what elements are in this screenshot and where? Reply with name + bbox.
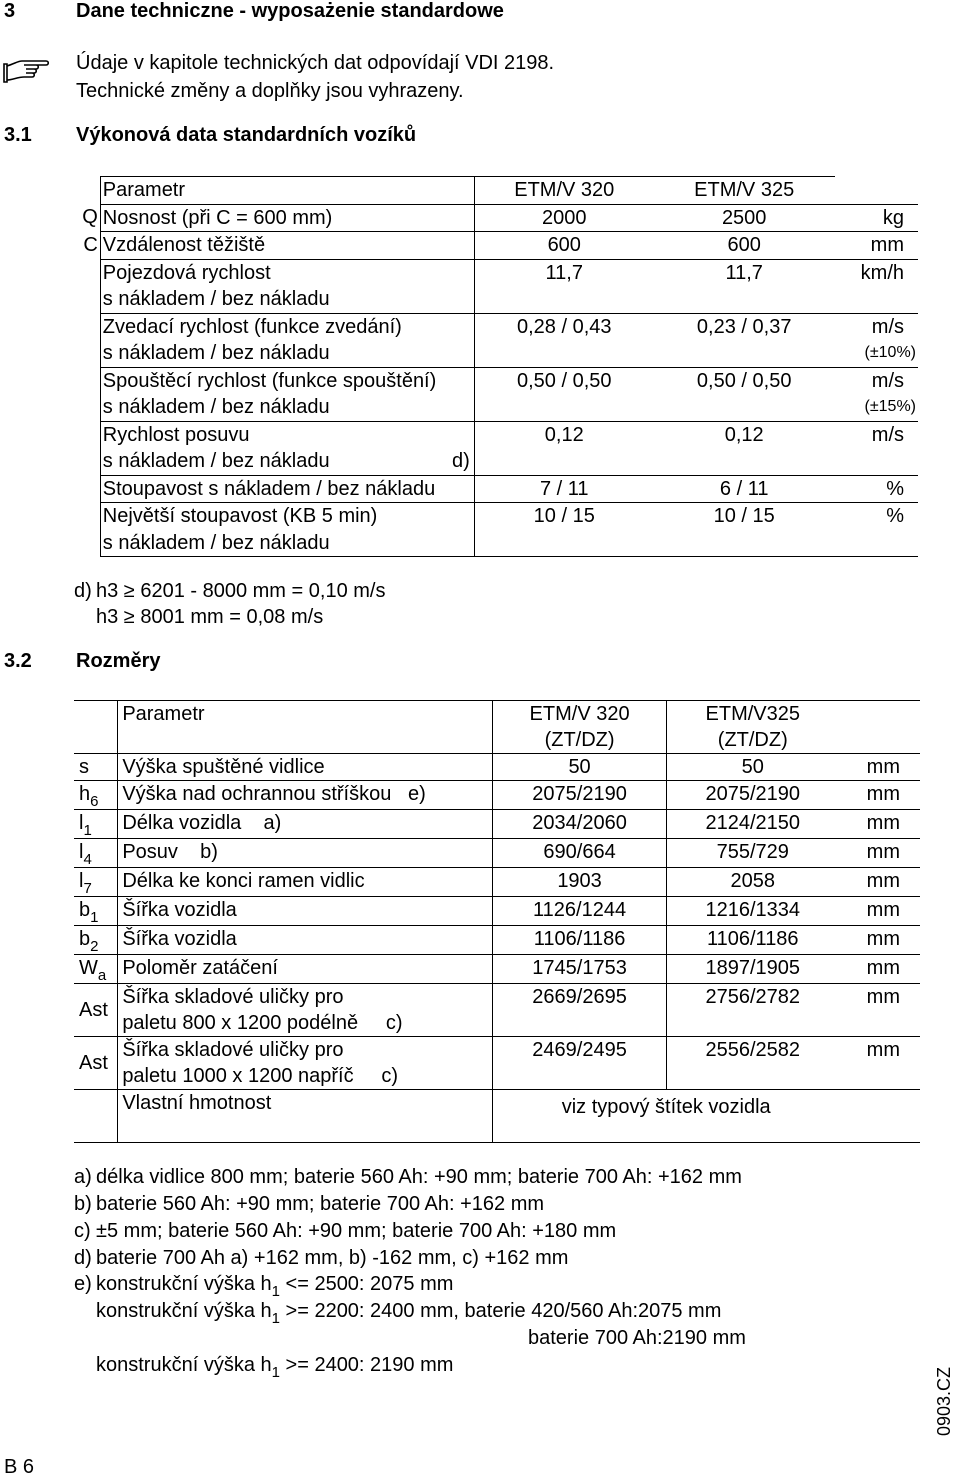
table-row: $W_a$ Poloměr zatáčení 1745/1753 1897/1905 mm	[74, 955, 920, 984]
dimensions-table: Parametr ETM/V 320 (ZT/DZ) ETM/V325 (ZT/DZ) s Výška spuštěné vidlice 50 50 mm $h_6$ Výška nad ochrannou stříškou e) 2075/2190 2075/2190 mm $l_1$ Délka vozidla a) 2034/2060 2124/2150 mm $l_4$ Posuv b) 690/664 755/729 mm $l_7$ Délka ke konci ramen vidlic 1903 2058 mm $b_1$ Šířka vozidla 1126/1244 1216/1334 mm $b_2$ Šířka vozidla 1106/1186 1106/1186 mm $W_a$ Poloměr zatáčení 1745/1753 1897/1905 mm Ast Šířka skladové uličky pro paletu 800 x 1200 podélně c) 2669/2695 2756/2782 mm Ast Šířka skladové uličky pro paletu 1000 x 1200 napříč c) 2469/2495 2556/2582 mm Vlastní hmotnost viz typový štítek vozidla	[74, 700, 920, 1143]
footnote-text: ±5 mm; baterie 560 Ah: +90 mm; baterie 700 Ah: +180 mm	[96, 1220, 617, 1242]
table-row: Ast Šířka skladové uličky pro paletu 800 x 1200 podélně c) 2669/2695 2756/2782 mm	[74, 984, 920, 1037]
footnote-text: baterie 700 Ah:2190 mm	[528, 1327, 746, 1349]
table-row: Zvedací rychlost (funkce zvedání) s nákladem / bez nákladu 0,28 / 0,43 0,23 / 0,37 m/s (±10%)	[74, 313, 918, 367]
table-row: Vlastní hmotnost viz typový štítek vozidla	[74, 1090, 920, 1143]
subsection-number: 3.1	[4, 124, 32, 146]
table-row: s Výška spuštěné vidlice 50 50 mm	[74, 754, 920, 781]
table-row: Ast Šířka skladové uličky pro paletu 1000 x 1200 napříč c) 2469/2495 2556/2582 mm	[74, 1037, 920, 1090]
table-row: Pojezdová rychlost s nákladem / bez nákladu 11,7 11,7 km/h	[74, 259, 918, 313]
footnote-text: baterie 700 Ah a) +162 mm, b) -162 mm, c) +162 mm	[96, 1247, 569, 1269]
footnote-label: a)	[74, 1166, 92, 1188]
table-row: Stoupavost s nákladem / bez nákladu 7 / 11 6 / 11 %	[74, 475, 918, 503]
footnote-d-label: d)	[74, 580, 92, 602]
footnote-text: konstrukční výška $h_1 >= 2400$: 2190 mm	[96, 1354, 454, 1381]
section-number: 3	[4, 0, 16, 22]
pointing-hand-icon	[2, 56, 52, 86]
note-line-2: Technické změny a doplňky jsou vyhrazeny.	[76, 80, 464, 102]
table-row: $b_2$ Šířka vozidla 1106/1186 1106/1186 mm	[74, 926, 920, 955]
footnote-d-line-1: h3 ≥ 6201 - 8000 mm = 0,10 m/s	[96, 580, 386, 602]
subsection-title: Rozměry	[76, 650, 161, 672]
document-code: 0903.CZ	[934, 1366, 954, 1436]
table-row: $h_6$ Výška nad ochrannou stříškou e) 2075/2190 2075/2190 mm	[74, 781, 920, 810]
footnote-text: konstrukční výška $h_1 >= 2200$: 2400 mm, baterie 420/560 Ah:2075 mm	[96, 1300, 722, 1327]
footnote-text: konstrukční výška $h_1 <= 2500$: 2075 mm	[96, 1273, 454, 1300]
table-row: Rychlost posuvu s nákladem / bez nákladu d) 0,12 0,12 m/s	[74, 421, 918, 475]
table-header-col1: ETM/V 320	[474, 177, 653, 205]
footnote-text: baterie 560 Ah: +90 mm; baterie 700 Ah: +162 mm	[96, 1193, 545, 1215]
table-row: Spouštěcí rychlost (funkce spouštění) s nákladem / bez nákladu 0,50 / 0,50 0,50 / 0,50 m/s (±15%)	[74, 367, 918, 421]
table-row: Největší stoupavost (KB 5 min) s nákladem / bez nákladu 10 / 15 10 / 15 %	[74, 503, 918, 557]
subsection-number: 3.2	[4, 650, 32, 672]
footnote-label: e)	[74, 1273, 92, 1295]
footnote-label: c)	[74, 1220, 91, 1242]
footnote-label: b)	[74, 1193, 92, 1215]
table-row: $l_7$ Délka ke konci ramen vidlic 1903 2058 mm	[74, 868, 920, 897]
footnote-label: d)	[74, 1247, 92, 1269]
table-header-col2: ETM/V 325	[654, 177, 835, 205]
table-row: $l_1$ Délka vozidla a) 2034/2060 2124/2150 mm	[74, 810, 920, 839]
note-line-1: Údaje v kapitole technických dat odpovídají VDI 2198.	[76, 52, 555, 74]
footnote-d-line-2: h3 ≥ 8001 mm = 0,08 m/s	[96, 606, 324, 628]
table-row: $l_4$ Posuv b) 690/664 755/729 mm	[74, 839, 920, 868]
page-number: B 6	[4, 1456, 35, 1478]
table-header-param: Parametr	[118, 701, 493, 754]
section-title: Dane techniczne - wyposażenie standardowe	[76, 0, 504, 22]
table-row: C Vzdálenost těžiště 600 600 mm	[74, 232, 918, 260]
subsection-title: Výkonová data standardních vozíků	[76, 124, 417, 146]
table-header-param: Parametr	[100, 177, 474, 205]
table-row: Q Nosnost (při C = 600 mm) 2000 2500 kg	[74, 204, 918, 232]
performance-table	[74, 176, 918, 557]
table-row: $b_1$ Šířka vozidla 1126/1244 1216/1334 mm	[74, 897, 920, 926]
footnote-text: délka vidlice 800 mm; baterie 560 Ah: +90 mm; baterie 700 Ah: +162 mm	[96, 1166, 742, 1188]
